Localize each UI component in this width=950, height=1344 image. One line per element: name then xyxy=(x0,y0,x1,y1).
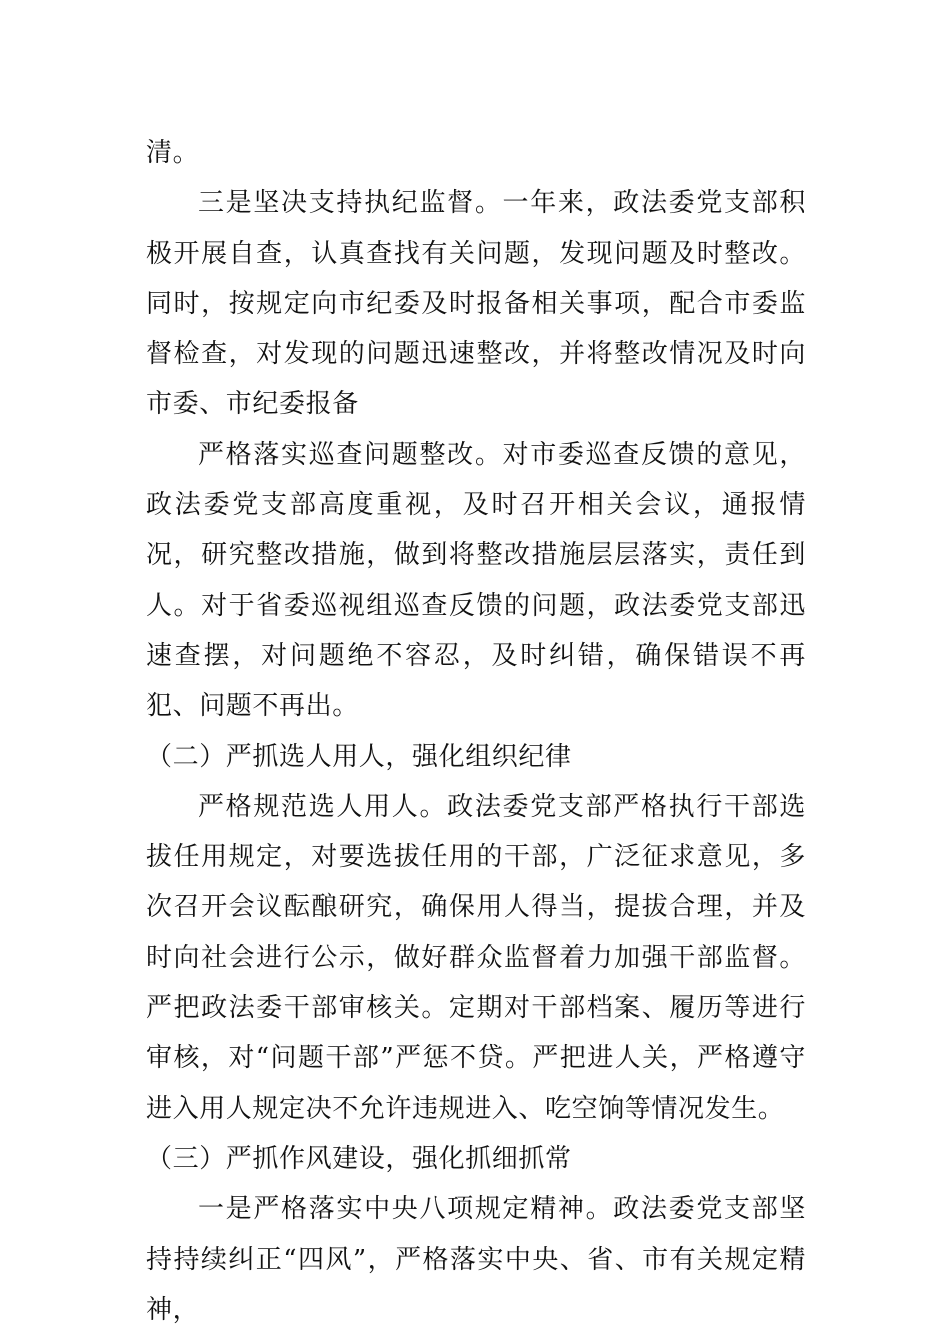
section-heading-work-style: （三）严抓作风建设，强化抓细抓常 xyxy=(146,1143,572,1174)
paragraph-continuation: 清。 xyxy=(146,138,200,168)
document-body xyxy=(146,128,806,1335)
paragraph-eight-regulations: 一是严格落实中央八项规定精神。政法委党支部坚持持续纠正“四风”，严格落实中央、省、市有关规定精神， xyxy=(146,1194,806,1325)
section-heading-personnel: （二）严抓选人用人，强化组织纪律 xyxy=(146,741,572,772)
paragraph-inspection-rectification: 严格落实巡查问题整改。对市委巡查反馈的意见，政法委党支部高度重视，及时召开相关会议，通报情况，研究整改措施，做到将整改措施层层落实，责任到人。对于省委巡视组巡查反馈的问题，政法委党支部迅速查摆，对问题绝不容忍，及时纠错，确保错误不再犯、问题不再出。 xyxy=(146,439,806,722)
paragraph-personnel-selection: 严格规范选人用人。政法委党支部严格执行干部选拔任用规定，对要选拔任用的干部，广泛征求意见，多次召开会议酝酿研究，确保用人得当，提拔合理，并及时向社会进行公示，做好群众监督着力加强干部监督。严把政法委干部审核关。定期对干部档案、履历等进行审核，对“问题干部”严惩不贷。严把进人关，严格遵守进入用人规定决不允许违规进入、吃空饷等情况发生。 xyxy=(146,791,806,1124)
paragraph-discipline-supervision: 三是坚决支持执纪监督。一年来，政法委党支部积极开展自查，认真查找有关问题，发现问题及时整改。同时，按规定向市纪委及时报备相关事项，配合市委监督检查，对发现的问题迅速整改，并将整改情况及时向市委、市纪委报备 xyxy=(146,188,806,420)
